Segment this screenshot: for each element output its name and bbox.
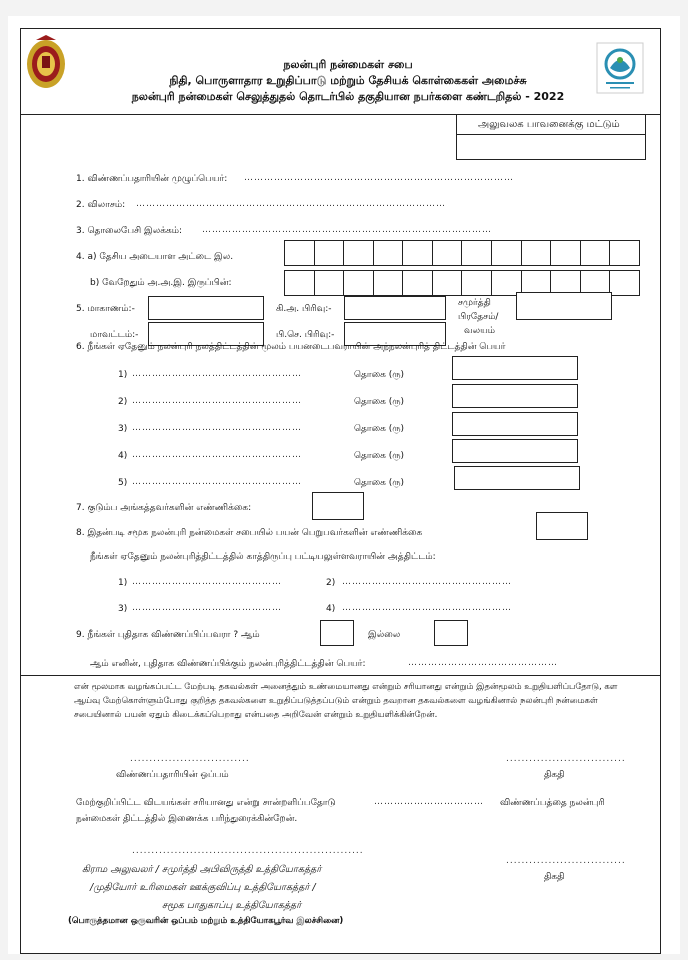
recommend-text-1: மேற்குறிப்பிட்ட விடயங்கள் சரியானது என்று சான்றளிப்பதோடு <box>76 798 336 808</box>
date-line-2[interactable]: ............................... <box>506 856 626 866</box>
address-field[interactable]: ………………………………………………………………………………… <box>136 199 446 209</box>
district-label: மாவட்டம்:- <box>90 330 139 340</box>
amount-label-3: தொகை (ரு) <box>354 424 405 434</box>
gn-division-input[interactable] <box>344 296 446 320</box>
applicant-signature-line[interactable]: ............................... <box>130 754 250 764</box>
waiting-scheme-3[interactable]: ……………………………………… <box>132 603 282 613</box>
scheme-number-2: 2) <box>118 397 128 407</box>
beneficiaries-label: 8. இதன்படி சமூக நலன்புரி நன்மைகள் சபையில் பயன் பெறுபவர்களின் எண்ணிக்கை <box>76 528 423 538</box>
scheme-number-5: 5) <box>118 478 128 488</box>
family-members-input[interactable] <box>312 492 364 520</box>
form-page <box>8 16 680 954</box>
full-name-field[interactable]: ……………………………………………………………………… <box>244 173 514 183</box>
amount-label-1: தொகை (ரு) <box>354 370 405 380</box>
amount-label-5: தொகை (ரு) <box>354 478 405 488</box>
amount-input-2[interactable] <box>452 384 578 408</box>
new-scheme-field[interactable]: ……………………………………… <box>408 658 558 668</box>
waiting-scheme-2[interactable]: …………………………………………… <box>342 577 512 587</box>
nic-label: 4. a) தேசிய அடையாள அட்டை இல. <box>76 252 234 262</box>
waiting-number-3: 3) <box>118 604 128 614</box>
amount-label-4: தொகை (ரு) <box>354 451 405 461</box>
new-applicant-label: 9. நீங்கள் புதிதாக விண்ணப்பிப்பவரா ? ஆம் <box>76 630 260 640</box>
family-members-label: 7. குடும்ப அங்கத்தவர்களின் எண்ணிக்கை: <box>76 503 252 513</box>
declaration-text: என் மூலமாக வழங்கப்பட்ட மேற்படி தகவல்கள் அனைத்தும் உண்மையானது என்றும் சரியானது என்றும் இதன்மூலம் உறுதியளிப்பதோடு, கள ஆய்வு மேற்கொள்ளும்போது குறித்த தகவல்களை உறுதிப்படுத்தப்படும் என்றும் தவறான தகவல்களை வழங்கினால் நலன்புரி நன்மைகள் சபையினால் பயன் ஏதும் கிடைக்கப்பெறாது என்பதை அறிவேன் என்றும் உறுதியளிக்கின்றேன். <box>74 682 618 720</box>
beneficiaries-input[interactable] <box>536 512 588 540</box>
samurdhi-label-3: வலயம் <box>464 326 496 336</box>
nic-cells[interactable] <box>284 240 640 266</box>
samurdhi-input[interactable] <box>516 292 612 320</box>
date-label-1: திகதி <box>544 770 565 780</box>
applicant-signature-label: விண்ணப்பதாரியின் ஒப்பம் <box>116 770 229 780</box>
amount-label-2: தொகை (ரு) <box>354 397 405 407</box>
other-id-label: b) வேறேதும் அ.அ.இ. இருப்பின்: <box>90 278 232 288</box>
scheme-name-1[interactable]: …………………………………………… <box>132 369 302 379</box>
phone-field[interactable]: …………………………………………………………………………… <box>202 225 492 235</box>
no-label: இல்லை <box>368 630 401 640</box>
officer-title-1: கிராம அலுவலர் / சமுர்த்தி அபிவிருத்தி உத்தியோகத்தர் <box>82 864 322 875</box>
header-line-3: நலன்புரி நன்மைகள் செலுத்துதல் தொடர்பில் தகுதியான நபர்களை கண்டறிதல் - 2022 <box>131 90 565 103</box>
ds-division-label: பி.செ. பிரிவு:- <box>276 330 335 340</box>
new-scheme-label: ஆம் எனின், புதிதாக விண்ணப்பிக்கும் நலன்புரித்திட்டத்தின் பெயர்: <box>90 659 366 669</box>
office-use-label: அலுவலக பாவனைக்கு மட்டும் <box>478 119 620 130</box>
samurdhi-label-2: பிரதேசம்/ <box>458 312 499 322</box>
waiting-scheme-4[interactable]: …………………………………………… <box>342 603 512 613</box>
officer-title-2: /முதியோர் உரிமைகள் ஊக்குவிப்பு உத்தியோகத்தர் / <box>90 882 316 893</box>
header-line-2: நிதி, பொருளாதார உறுதிப்பாடு மற்றும் தேசியக் கொள்கைகள் அமைச்சு <box>169 74 527 87</box>
waiting-number-1: 1) <box>118 578 128 588</box>
scheme-number-3: 3) <box>118 424 128 434</box>
officer-note: (பொருத்தமான ஒருவரின் ஒப்பம் மற்றும் உத்தியோகபூர்வ இலச்சினை) <box>68 916 344 926</box>
recommend-text-3: நன்மைகள் திட்டத்தில் இணைக்க பரிந்துரைக்கின்றேன். <box>76 814 298 824</box>
recommend-text-2: விண்ணப்பத்தை நலன்புரி <box>500 798 605 808</box>
date-line-1[interactable]: ............................... <box>506 754 626 764</box>
province-input[interactable] <box>148 296 264 320</box>
amount-input-3[interactable] <box>452 412 578 436</box>
address-label: 2. விலாசம்: <box>76 200 126 210</box>
declaration-divider <box>20 675 661 676</box>
gn-division-label: கி.அ. பிரிவு:- <box>276 304 332 314</box>
sri-lanka-emblem-icon <box>24 34 68 90</box>
samurdhi-label-1: சமுர்த்தி <box>458 298 491 308</box>
scheme-number-1: 1) <box>118 370 128 380</box>
waiting-list-label: நீங்கள் ஏதேனும் நலன்புரித்திட்டத்தில் காத்திருப்பு பட்டியலுள்ளவராயின் அத்திட்டம்: <box>90 552 436 562</box>
office-use-divider <box>456 134 646 135</box>
q6-label: 6. நீங்கள் ஏதேனும் நலன்புரி நலத்திட்டத்தின் மூலம் பயனடைபவராயின் அந்நலன்புரித் திட்டத்தின் பெயர் <box>76 342 506 352</box>
scheme-name-2[interactable]: …………………………………………… <box>132 396 302 406</box>
waiting-scheme-1[interactable]: ……………………………………… <box>132 577 282 587</box>
header-line-1: நலன்புரி நன்மைகள் சபை <box>283 58 413 71</box>
yes-checkbox[interactable] <box>320 620 354 646</box>
officer-title-3: சமூக பாதுகாப்பு உத்தியோகத்தர் <box>162 900 302 911</box>
scheme-name-5[interactable]: …………………………………………… <box>132 477 302 487</box>
scheme-name-4[interactable]: …………………………………………… <box>132 450 302 460</box>
phone-label: 3. தொலைபேசி இலக்கம்: <box>76 226 183 236</box>
province-label: 5. மாகாணம்:- <box>76 304 135 314</box>
amount-input-1[interactable] <box>452 356 578 380</box>
full-name-label: 1. விண்ணப்பதாரியின் முழுப்பெயர்: <box>76 174 228 184</box>
officer-signature-line[interactable]: ............................................................ <box>132 846 364 856</box>
waiting-number-4: 4) <box>326 604 336 614</box>
amount-input-5[interactable] <box>454 466 580 490</box>
date-label-2: திகதி <box>544 872 565 882</box>
no-checkbox[interactable] <box>434 620 468 646</box>
amount-input-4[interactable] <box>452 439 578 463</box>
recommend-name-field[interactable]: …………………………… <box>374 797 484 807</box>
scheme-number-4: 4) <box>118 451 128 461</box>
waiting-number-2: 2) <box>326 578 336 588</box>
scheme-name-3[interactable]: …………………………………………… <box>132 423 302 433</box>
